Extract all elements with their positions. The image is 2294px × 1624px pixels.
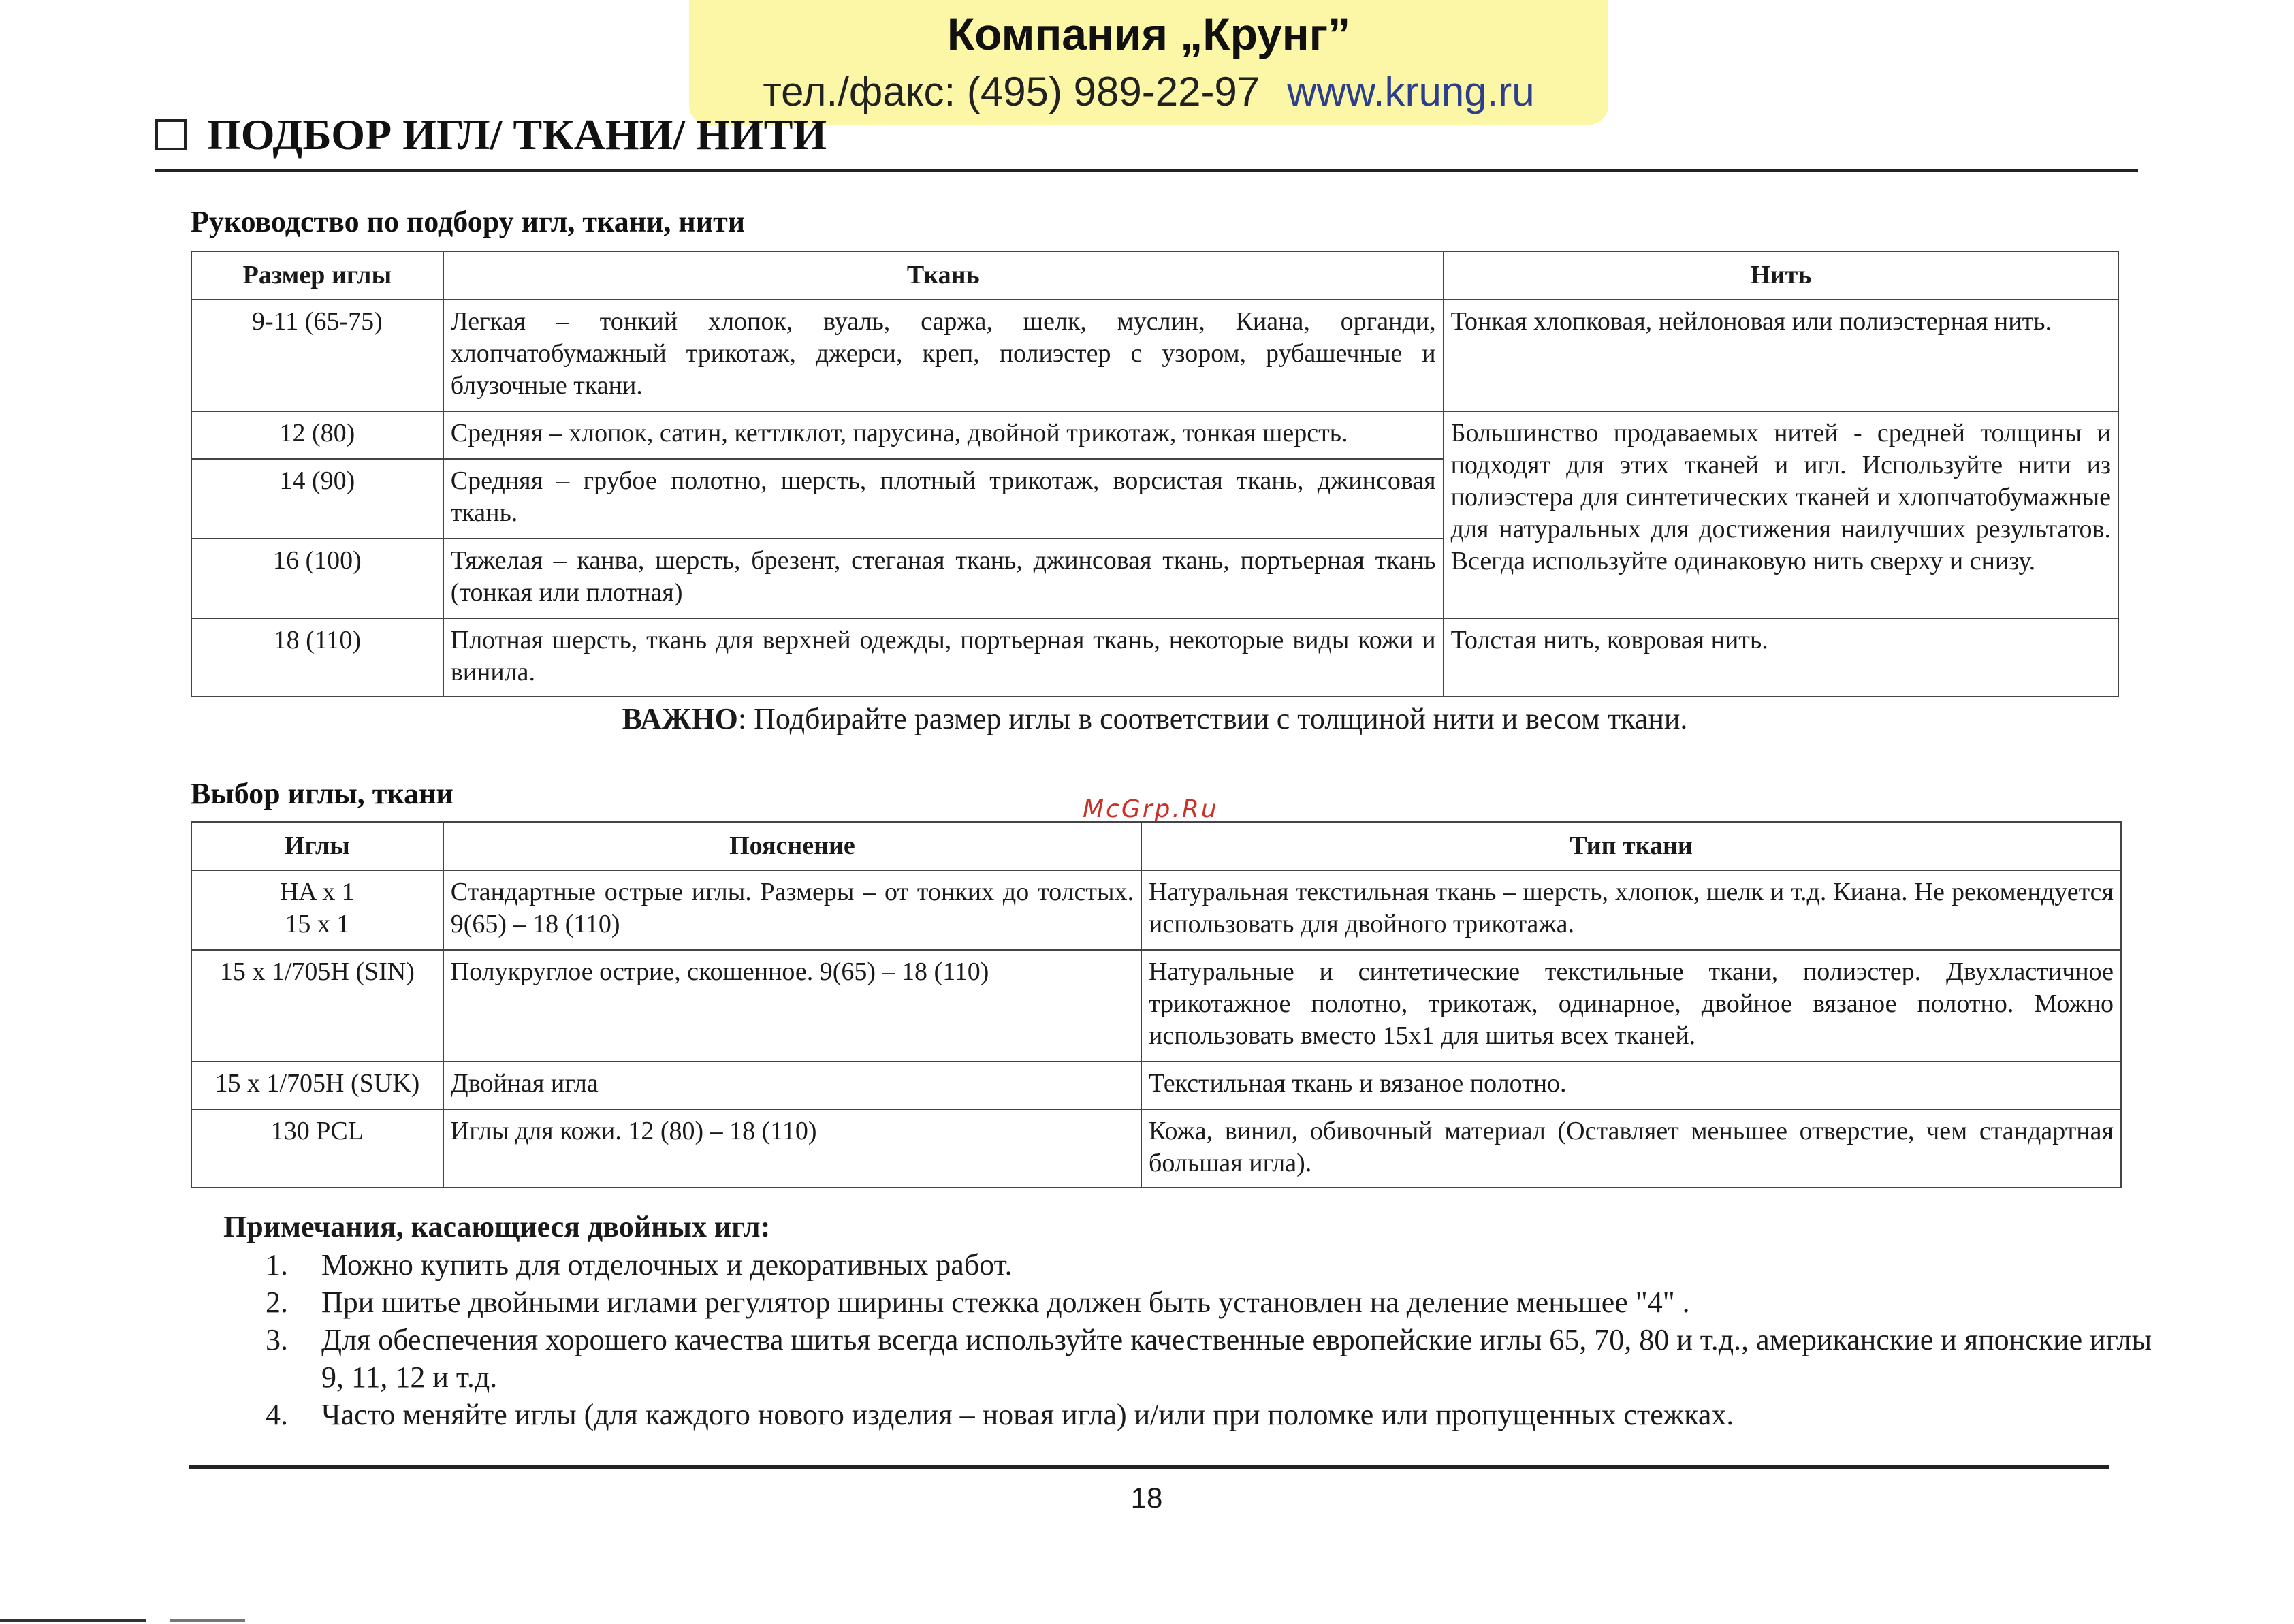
page-title: [155, 108, 827, 162]
needle-size-cell: 9-11 (65-75): [191, 300, 443, 411]
header-thread: Нить: [1444, 251, 2118, 300]
fabric-cell: Средняя – хлопок, сатин, кеттлклот, парусина, двойной трикотаж, тонкая шерсть.: [443, 411, 1444, 459]
guide-section-title: Руководство по подбору игл, ткани, нити: [191, 205, 746, 238]
fabric-cell: Легкая – тонкий хлопок, вуаль, саржа, шелк, муслин, Киана, органди, хлопчатобумажный трикотаж, джерси, креп, полиэстер с узором, рубашечные и блузочные ткани.: [443, 300, 1444, 411]
page-title-text: ПОДБОР ИГЛ/ ТКАНИ/ НИТИ: [207, 110, 827, 159]
list-item: [266, 1321, 2158, 1396]
list-item: [266, 1396, 2158, 1433]
needle-name-alt: 15 x 1: [285, 910, 350, 938]
note-text: Для обеспечения хорошего качества шитья всегда используйте качественные европейские иглы 65, 70, 80 и т.д., американские и японские иглы 9, 11, 12 и т.д.: [321, 1323, 2152, 1394]
header-needle-size: Размер иглы: [191, 251, 443, 300]
needle-cell: 130 PCL: [191, 1109, 443, 1188]
header-needles: Иглы: [191, 822, 443, 870]
title-divider: [155, 169, 2138, 172]
note-number: 3.: [266, 1323, 288, 1356]
company-name: Компания „Крунг”: [946, 9, 1351, 59]
important-text: : Подбирайте размер иглы в соответствии с толщиной нити и весом ткани.: [737, 702, 1688, 735]
explanation-cell: Иглы для кожи. 12 (80) – 18 (110): [443, 1109, 1141, 1188]
header-fabric: Ткань: [443, 251, 1444, 300]
fabric-cell: Тяжелая – канва, шерсть, брезент, стеганая ткань, джинсовая ткань, портьерная ткань (тонкая или плотная): [443, 539, 1444, 618]
selection-table: [191, 821, 2122, 1188]
needle-size-cell: 12 (80): [191, 411, 443, 459]
footer-divider: [189, 1465, 2109, 1469]
page-number: 18: [1130, 1482, 1163, 1514]
table-row: [191, 950, 2121, 1062]
table-row: [191, 411, 2118, 459]
note-number: 2.: [266, 1286, 288, 1319]
explanation-cell: Полукруглое острие, скошенное. 9(65) – 18 (110): [443, 950, 1141, 1062]
watermark: McGrp.Ru: [1083, 795, 1219, 823]
company-banner: [689, 0, 1608, 125]
guide-table: [191, 251, 2119, 697]
list-item: [266, 1284, 2158, 1321]
fabric-type-cell: Натуральные и синтетические текстильные ткани, полиэстер. Двухластичное трикотажное полотно, трикотаж, одинарное, двойное вязаное полотно. Можно использовать вместо 15x1 для шитья всех тканей.: [1141, 950, 2121, 1062]
fabric-cell: Плотная шерсть, ткань для верхней одежды, портьерная ткань, некоторые виды кожи и винила.: [443, 618, 1444, 697]
phone-fax: тел./факс: (495) 989-22-97: [763, 69, 1260, 114]
needle-cell: 15 x 1/705H (SIN): [191, 950, 443, 1062]
table-row: [191, 300, 2118, 411]
selection-table-header: [191, 822, 2121, 870]
fabric-type-cell: Натуральная текстильная ткань – шерсть, хлопок, шелк и т.д. Киана. Не рекомендуется использовать для двойного трикотажа.: [1141, 870, 2121, 950]
needle-name: HA x 1: [279, 878, 355, 906]
important-note: [191, 701, 2119, 736]
fabric-type-cell: Текстильная ткань и вязаное полотно.: [1141, 1062, 2121, 1109]
needle-size-cell: 18 (110): [191, 618, 443, 697]
needle-size-cell: 16 (100): [191, 539, 443, 618]
header-fabric-type: Тип ткани: [1141, 822, 2121, 870]
important-label: ВАЖНО: [622, 702, 738, 735]
fabric-cell: Средняя – грубое полотно, шерсть, плотный трикотаж, ворсистая ткань, джинсовая ткань.: [443, 459, 1444, 539]
table-row: [191, 1109, 2121, 1188]
note-number: 4.: [266, 1398, 288, 1431]
note-text: Можно купить для отделочных и декоративных работ.: [321, 1248, 1013, 1281]
table-row: [191, 870, 2121, 950]
header-explanation: Пояснение: [443, 822, 1141, 870]
thread-cell: Толстая нить, ковровая нить.: [1444, 618, 2118, 697]
guide-table-header: [191, 251, 2118, 300]
notes-title: Примечания, касающиеся двойных игл:: [223, 1210, 771, 1243]
needle-size-cell: 14 (90): [191, 459, 443, 539]
explanation-cell: Стандартные острые иглы. Размеры – от тонких до толстых. 9(65) – 18 (110): [443, 870, 1141, 950]
table-row: [191, 1062, 2121, 1109]
checkbox-icon: [155, 119, 187, 150]
needle-cell: 15 x 1/705H (SUK): [191, 1062, 443, 1109]
selection-section-title: Выбор иглы, ткани: [191, 777, 453, 810]
explanation-cell: Двойная игла: [443, 1062, 1141, 1109]
thread-cell: Большинство продаваемых нитей - средней толщины и подходят для этих тканей и игл. Используйте нити из полиэстера для синтетических тканей и хлопчатобумажные для натуральных для достижения наилучших результатов. Всегда используйте одинаковую нить сверху и снизу.: [1444, 411, 2118, 618]
needle-cell: [191, 870, 443, 950]
table-row: [191, 618, 2118, 697]
thread-cell: Тонкая хлопковая, нейлоновая или полиэстерная нить.: [1444, 300, 2118, 411]
edge-line: [0, 1619, 146, 1622]
fabric-type-cell: Кожа, винил, обивочный материал (Оставляет меньшее отверстие, чем стандартная большая игла).: [1141, 1109, 2121, 1188]
list-item: [266, 1246, 2158, 1284]
note-number: 1.: [266, 1248, 288, 1281]
notes-list: [266, 1246, 2158, 1433]
note-text: При шитье двойными иглами регулятор ширины стежка должен быть установлен на деление меньшее "4" .: [321, 1286, 1690, 1319]
edge-line: [170, 1619, 245, 1622]
contacts-line: [689, 65, 1608, 118]
note-text: Часто меняйте иглы (для каждого нового изделия – новая игла) и/или при поломке или пропущенных стежках.: [321, 1398, 1734, 1431]
website-link[interactable]: www.krung.ru: [1287, 69, 1535, 114]
